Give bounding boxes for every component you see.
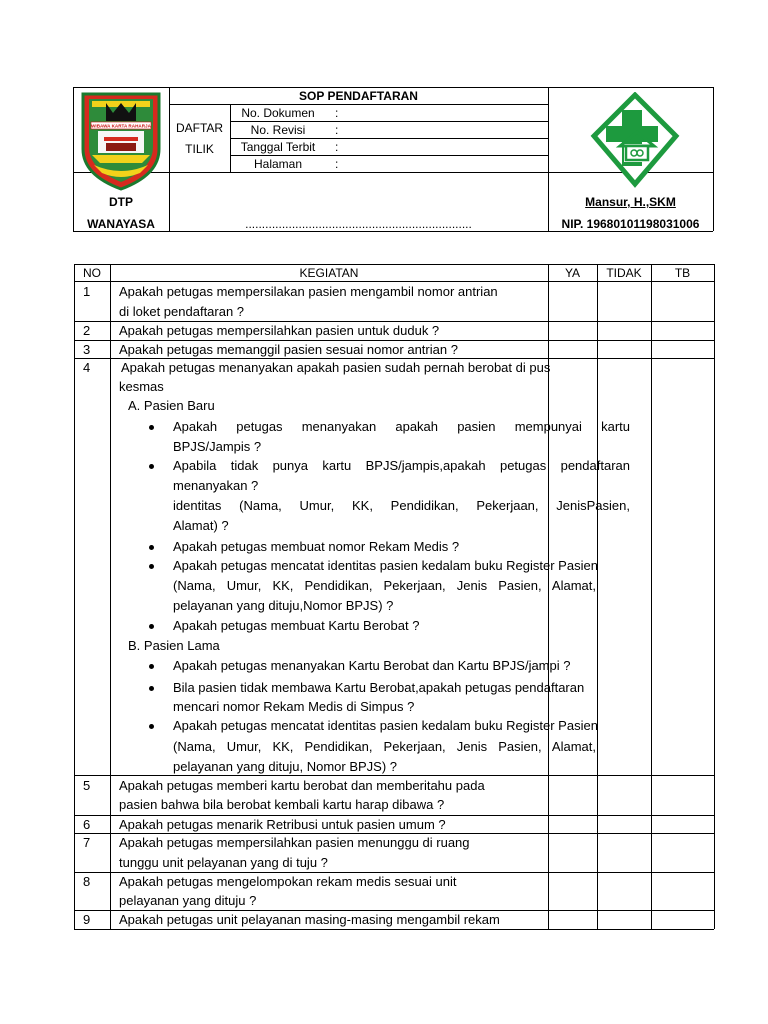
bullet-icon [149,564,154,569]
list-item: Apakah petugas mencatat identitas pasien kedalam buku Register Pasien [173,718,598,733]
list-item-cont: Alamat) ? [173,518,229,533]
list-item-cont: mencari nomor Rekam Medis di Simpus ? [173,699,415,714]
bullet-icon [149,686,154,691]
row-activity-text: Apakah petugas memberi kartu berobat dan memberitahu pada [119,778,485,793]
row-number: 7 [83,835,91,850]
list-item: Apabila tidak punya kartu BPJS/jampis,apakah petugas pendaftaran [173,458,630,473]
bullet-icon [149,624,154,629]
row-number: 3 [83,342,91,357]
regency-emblem-icon [80,91,162,191]
document-title: SOP PENDAFTARAN [299,89,418,103]
row-activity-text: Apakah petugas menarik Retribusi untuk pasien umum ? [119,817,446,832]
row-activity-text: tunggu unit pelayanan yang di tuju ? [119,855,328,870]
row-number: 2 [83,323,91,338]
row-number: 5 [83,778,91,793]
field-colon: : [335,140,339,154]
row-activity-text: pelayanan yang dituju ? [119,893,257,908]
col-header-kegiatan: KEGIATAN [299,266,359,280]
signatory-name: Mansur, H.,SKM [585,195,676,209]
field-label-no-revisi: No. Revisi [250,123,306,137]
row-number: 9 [83,912,91,927]
list-item-cont: (Nama, Umur, KK, Pendidikan, Pekerjaan, Jenis Pasien, Alamat, [173,739,596,754]
list-item-cont: pelayanan yang dituju, Nomor BPJS) ? [173,759,398,774]
list-item: Bila pasien tidak membawa Kartu Berobat,apakah petugas pendaftaran [173,680,585,695]
row-number: 4 [83,360,91,375]
field-label-no-dokumen: No. Dokumen [241,106,315,120]
row-activity-text: Apakah petugas memanggil pasien sesuai nomor antrian ? [119,342,458,357]
row-activity-text: di loket pendaftaran ? [119,304,245,319]
row-number: 8 [83,874,91,889]
row-number: 1 [83,284,91,299]
tilik-label: TILIK [185,142,214,156]
col-header-ya: YA [564,266,581,280]
daftar-label: DAFTAR [175,121,224,135]
bullet-icon [149,724,154,729]
puskesmas-logo-icon [590,92,680,188]
row-activity-text: Apakah petugas mempersilakan pasien mengambil nomor antrian [119,284,498,299]
subheading-pasien-lama: B. Pasien Lama [128,638,220,653]
signature-line: .................................................................... [245,217,472,231]
row-activity-text: Apakah petugas mengelompokan rekam medis sesuai unit [119,874,457,889]
row-activity-text: Apakah petugas mempersilahkan pasien menunggu di ruang [119,835,470,850]
col-header-no: NO [83,266,101,280]
unit-name-line2: WANAYASA [87,217,155,231]
list-item-cont: BPJS/Jampis ? [173,439,262,454]
row-activity-text: Apakah petugas menanyakan apakah pasien sudah pernah berobat di pus [121,360,551,375]
svg-text:WIBAWA KARTA RAHARJA: WIBAWA KARTA RAHARJA [91,123,151,129]
list-item-cont: menanyakan ? [173,478,259,493]
row-activity-text: pasien bahwa bila berobat kembali kartu harap dibawa ? [119,797,445,812]
signatory-nip: NIP. 19680101198031006 [561,217,700,231]
list-item: Apakah petugas membuat nomor Rekam Medis ? [173,539,460,554]
col-header-tidak: TIDAK [606,266,642,280]
bullet-icon [149,545,154,550]
subheading-pasien-baru: A. Pasien Baru [128,398,215,413]
row-activity-text: kesmas [119,379,164,394]
unit-name-line1: DTP [109,195,133,209]
list-item-cont: pelayanan yang dituju,Nomor BPJS) ? [173,598,394,613]
row-activity-text: Apakah petugas mempersilahkan pasien untuk duduk ? [119,323,440,338]
col-header-tb: TB [674,266,691,280]
list-item: Apakah petugas membuat Kartu Berobat ? [173,618,420,633]
field-colon: : [335,157,339,171]
field-label-tanggal-terbit: Tanggal Terbit [240,140,316,154]
bullet-icon [149,464,154,469]
bullet-icon [149,425,154,430]
field-colon: : [335,123,339,137]
field-label-halaman: Halaman [253,157,303,171]
list-item: identitas (Nama, Umur, KK, Pendidikan, Pekerjaan, JenisPasien, [173,498,630,513]
list-item-cont: (Nama, Umur, KK, Pendidikan, Pekerjaan, Jenis Pasien, Alamat, [173,578,596,593]
field-colon: : [335,106,339,120]
row-activity-text: Apakah petugas unit pelayanan masing-masing mengambil rekam [119,912,500,927]
list-item: Apakah petugas menanyakan Kartu Berobat dan Kartu BPJS/jampi ? [173,658,571,673]
list-item: Apakah petugas menanyakan apakah pasien mempunyai kartu [173,419,630,434]
list-item: Apakah petugas mencatat identitas pasien kedalam buku Register Pasien [173,558,598,573]
row-number: 6 [83,817,91,832]
bullet-icon [149,664,154,669]
